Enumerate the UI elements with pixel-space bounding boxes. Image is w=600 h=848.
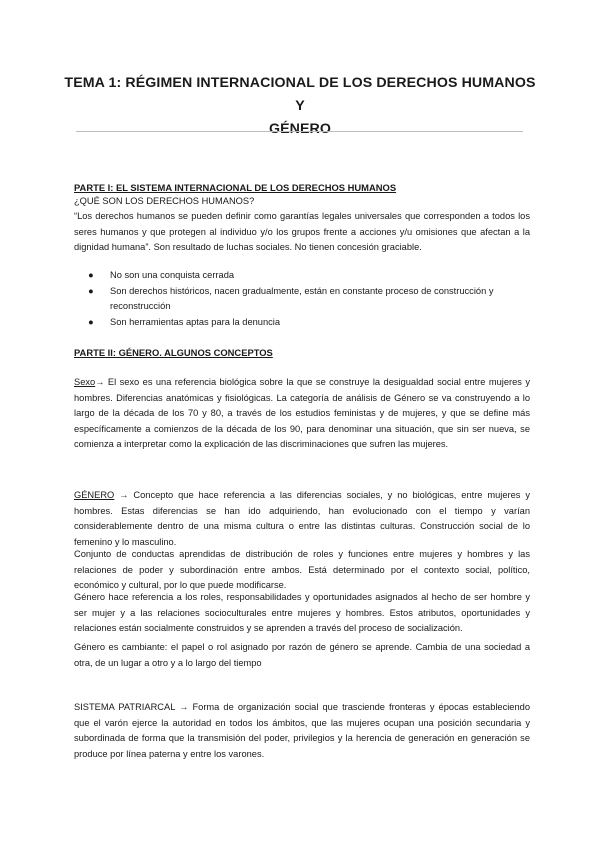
bullet-text: Son derechos históricos, nacen gradualmente, están en constante proceso de construcción y reconstrucción [110,285,494,312]
title-divider [76,131,523,132]
sexo-text: → El sexo es una referencia biológica sobre la que se construye la desigualdad social entre mujeres y hombres. Diferencias anatómicas y fisiológicas. La categoría de análisis de Género se va construyendo a lo largo de la década de los 70 y 80, a través de los estudios feministas y de mujeres, y que se define más específicamente a comienzos de la década de los 90, para denominar una situación, que sin ser nueva, se comienza a interpretar como la explicación de las discriminaciones que sufren las mujeres. [74,377,530,450]
list-item [74,284,530,315]
genero-paragraph-4: Género es cambiante: el papel o rol asignado por razón de género se aprende. Cambia de una sociedad a otra, de un lugar a otro y a lo largo del tiempo [74,642,530,668]
genero-term: GÉNERO [74,490,115,500]
sexo-paragraph [74,375,530,453]
bullet-icon: ● [88,285,94,296]
title-line-1: TEMA 1: RÉGIMEN INTERNACIONAL DE LOS DERECHOS HUMANOS Y [64,75,536,114]
part1-definition: “Los derechos humanos se pueden definir como garantías legales universales que corresponden a todos los seres humanos y que protegen al individuo y/o los grupos frente a acciones y/u omisiones que afectan a la dignidad humana”. Son resultado de luchas sociales. No tienen concesión graciable. [74,211,530,253]
part1-question: ¿QUÉ SON LOS DERECHOS HUMANOS? [74,196,255,206]
bullet-text: Son herramientas aptas para la denuncia [110,316,281,327]
patriarcal-paragraph: SISTEMA PATRIARCAL → Forma de organización social que trasciende fronteras y épocas estableciendo que el varón ejerce la autoridad en todos los ámbitos, que las mujeres ocupan una posición secundaria y subordinada de forma que la transmisión del poder, privilegios y la herencia de generación en generación se produce por línea paterna y entre los varones. [74,702,530,759]
bullet-icon: ● [88,316,94,327]
title-line-2: GÉNERO [268,121,332,137]
part2-heading: PARTE II: GÉNERO. ALGUNOS CONCEPTOS [74,347,273,358]
genero-paragraph [74,488,530,550]
bullet-text: No son una conquista cerrada [110,270,235,280]
part1-bullet-list [74,268,530,330]
genero-text: → Concepto que hace referencia a las diferencias sociales, y no biológicas, entre mujeres y hombres. Estas diferencias se han ido adquiriendo, han evolucionado con el tiempo y varían considerablemente dentro de una misma cultura o entre las distintas culturas. Construcción social de lo femenino y lo masculino. [74,490,530,547]
sexo-term: Sexo [74,377,96,387]
genero-paragraph-2: Conjunto de conductas aprendidas de distribución de roles y funciones entre mujeres y hombres y las relaciones de poder y subordinación entre ambos. Está determinado por el contexto social, político, económico y cultural, por lo que puede modificarse. [74,549,530,591]
bullet-icon: ● [88,270,94,280]
part1-heading: PARTE I: EL SISTEMA INTERNACIONAL DE LOS DERECHOS HUMANOS [74,182,397,193]
genero-paragraph-3: Género hace referencia a los roles, responsabilidades y oportunidades asignados al hecho de ser hombre y ser mujer y a las relaciones socioculturales entre mujeres y hombres. Estos atributos, oportunidades y relaciones están socialmente construidos y se aprenden a través del proceso de socialización. [74,592,530,634]
list-item [74,268,530,284]
list-item [74,315,530,331]
